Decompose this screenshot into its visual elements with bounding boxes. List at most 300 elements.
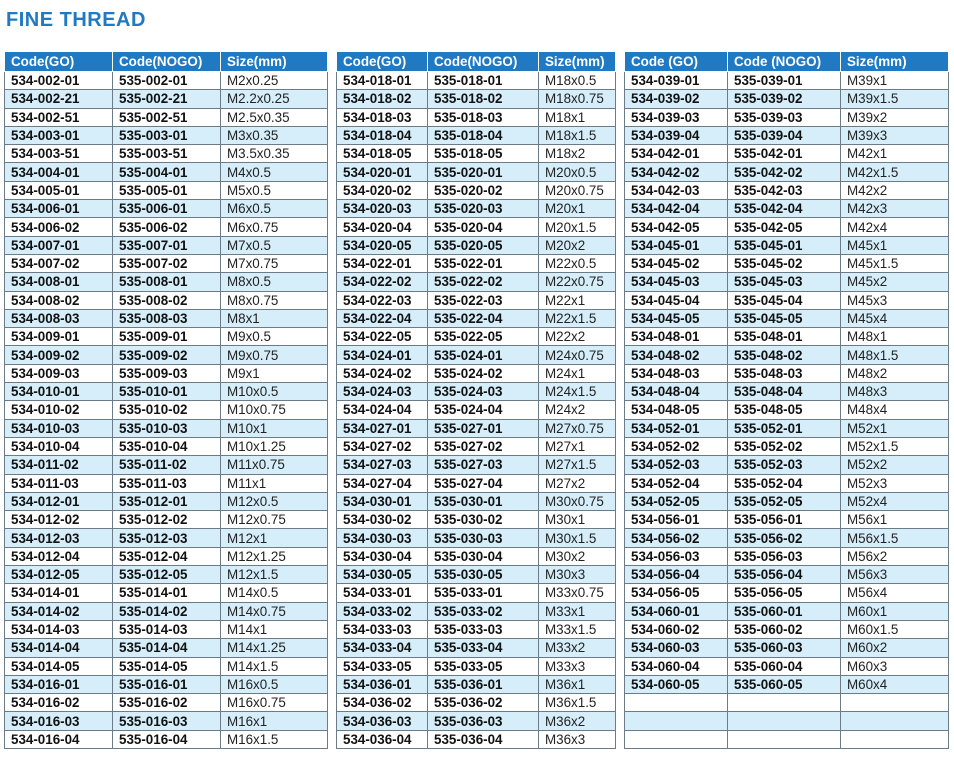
thread-table-1: [4, 51, 328, 749]
size-cell: M14x1: [221, 620, 328, 638]
code-go-cell: 534-039-04: [625, 126, 728, 144]
table-row: [337, 602, 616, 620]
table-row: [5, 492, 328, 510]
table-row: [337, 254, 616, 272]
size-cell: M36x1.5: [539, 694, 616, 712]
size-cell: M45x1: [841, 236, 949, 254]
size-cell: M48x4: [841, 401, 949, 419]
code-nogo-cell: 535-018-03: [428, 108, 539, 126]
code-nogo-cell: 535-033-02: [428, 602, 539, 620]
code-go-cell: 534-033-03: [337, 620, 428, 638]
code-go-cell: 534-042-05: [625, 218, 728, 236]
table-row: [625, 639, 949, 657]
code-go-cell: 534-030-05: [337, 566, 428, 584]
code-nogo-cell: 535-014-02: [113, 602, 221, 620]
table-row: [625, 72, 949, 90]
size-cell: M22x1.5: [539, 309, 616, 327]
code-nogo-cell: 535-045-04: [728, 291, 841, 309]
code-nogo-cell: 535-020-05: [428, 236, 539, 254]
table-row: [337, 309, 616, 327]
code-go-cell: 534-014-01: [5, 584, 113, 602]
table-row: [5, 181, 328, 199]
code-nogo-cell: 535-010-01: [113, 383, 221, 401]
code-go-cell: 534-002-51: [5, 108, 113, 126]
code-nogo-cell: 535-020-01: [428, 163, 539, 181]
size-cell: M39x1.5: [841, 90, 949, 108]
code-nogo-cell: 535-036-02: [428, 694, 539, 712]
size-cell: M60x1: [841, 602, 949, 620]
code-go-cell: 534-020-02: [337, 181, 428, 199]
code-go-cell: 534-024-02: [337, 364, 428, 382]
table-row: [337, 126, 616, 144]
code-go-cell: 534-027-02: [337, 437, 428, 455]
table-row: [625, 181, 949, 199]
table-row: [5, 346, 328, 364]
size-cell: M24x2: [539, 401, 616, 419]
code-go-cell: 534-042-01: [625, 145, 728, 163]
code-go-cell: 534-010-04: [5, 437, 113, 455]
size-cell: M56x4: [841, 584, 949, 602]
code-go-cell: 534-020-03: [337, 200, 428, 218]
code-go-cell: 534-048-02: [625, 346, 728, 364]
code-go-cell: 534-027-04: [337, 474, 428, 492]
code-go-cell: 534-024-04: [337, 401, 428, 419]
table-row: [625, 291, 949, 309]
code-go-cell: 534-033-04: [337, 639, 428, 657]
size-cell: M14x1.5: [221, 657, 328, 675]
table-row: [337, 492, 616, 510]
size-cell: M27x2: [539, 474, 616, 492]
code-nogo-cell: 535-012-04: [113, 547, 221, 565]
code-nogo-cell: 535-056-01: [728, 511, 841, 529]
code-nogo-cell: 535-052-03: [728, 456, 841, 474]
code-go-cell: 534-020-05: [337, 236, 428, 254]
size-cell: M14x0.5: [221, 584, 328, 602]
table-row: [337, 90, 616, 108]
code-nogo-cell: 535-020-04: [428, 218, 539, 236]
code-go-cell: 534-045-01: [625, 236, 728, 254]
code-go-cell: 534-033-01: [337, 584, 428, 602]
code-go-cell: 534-056-05: [625, 584, 728, 602]
thread-table-3: [624, 51, 949, 749]
code-go-cell: [625, 712, 728, 730]
code-go-cell: 534-060-02: [625, 620, 728, 638]
table-row: [5, 72, 328, 90]
table-row: [5, 364, 328, 382]
table-row: [337, 474, 616, 492]
size-cell: M42x3: [841, 200, 949, 218]
size-cell: M2.5x0.35: [221, 108, 328, 126]
size-cell: M30x2: [539, 547, 616, 565]
code-nogo-cell: 535-009-03: [113, 364, 221, 382]
code-nogo-cell: [728, 730, 841, 748]
table-row: [625, 474, 949, 492]
size-cell: M42x2: [841, 181, 949, 199]
code-nogo-cell: 535-027-04: [428, 474, 539, 492]
code-nogo-cell: 535-009-01: [113, 328, 221, 346]
code-nogo-cell: 535-006-01: [113, 200, 221, 218]
size-cell: M42x1.5: [841, 163, 949, 181]
code-nogo-cell: 535-030-04: [428, 547, 539, 565]
size-cell: M16x1: [221, 712, 328, 730]
code-nogo-cell: 535-033-01: [428, 584, 539, 602]
size-cell: M56x3: [841, 566, 949, 584]
table-row: [625, 511, 949, 529]
size-cell: M2x0.25: [221, 72, 328, 90]
size-cell: M33x1.5: [539, 620, 616, 638]
table-row: [625, 419, 949, 437]
size-cell: M22x1: [539, 291, 616, 309]
code-nogo-cell: 535-024-04: [428, 401, 539, 419]
table-row: [5, 419, 328, 437]
table-row: [5, 675, 328, 693]
code-go-cell: 534-014-03: [5, 620, 113, 638]
code-nogo-cell: 535-010-04: [113, 437, 221, 455]
table-row: [337, 364, 616, 382]
code-nogo-cell: 535-033-04: [428, 639, 539, 657]
table-row: [625, 675, 949, 693]
code-go-cell: 534-022-04: [337, 309, 428, 327]
code-go-cell: 534-039-03: [625, 108, 728, 126]
code-go-cell: 534-052-02: [625, 437, 728, 455]
table-row: [337, 547, 616, 565]
table-row: [5, 620, 328, 638]
code-nogo-cell: 535-060-01: [728, 602, 841, 620]
size-cell: M3x0.35: [221, 126, 328, 144]
code-go-cell: 534-016-03: [5, 712, 113, 730]
table-row: [5, 639, 328, 657]
code-nogo-cell: 535-056-03: [728, 547, 841, 565]
table-row: [337, 401, 616, 419]
code-nogo-cell: 535-030-02: [428, 511, 539, 529]
table-row: [337, 620, 616, 638]
size-cell: M5x0.5: [221, 181, 328, 199]
size-cell: M8x0.75: [221, 291, 328, 309]
code-go-cell: 534-010-02: [5, 401, 113, 419]
code-go-cell: 534-003-01: [5, 126, 113, 144]
code-nogo-cell: 535-008-01: [113, 273, 221, 291]
table-row: [625, 712, 949, 730]
size-cell: M36x2: [539, 712, 616, 730]
size-cell: M22x2: [539, 328, 616, 346]
code-go-cell: 534-052-01: [625, 419, 728, 437]
size-cell: M4x0.5: [221, 163, 328, 181]
code-nogo-cell: 535-009-02: [113, 346, 221, 364]
code-nogo-cell: 535-024-03: [428, 383, 539, 401]
table-row: [5, 584, 328, 602]
code-nogo-cell: [728, 694, 841, 712]
size-cell: M20x1: [539, 200, 616, 218]
size-cell: M8x1: [221, 309, 328, 327]
size-cell: M14x1.25: [221, 639, 328, 657]
code-nogo-cell: 535-012-02: [113, 511, 221, 529]
code-nogo-cell: 535-060-04: [728, 657, 841, 675]
code-go-cell: 534-060-01: [625, 602, 728, 620]
table-row: [337, 566, 616, 584]
code-nogo-cell: 535-003-51: [113, 145, 221, 163]
code-go-cell: 534-014-04: [5, 639, 113, 657]
code-go-cell: 534-030-01: [337, 492, 428, 510]
header-size: Size(mm): [539, 52, 616, 72]
code-nogo-cell: 535-060-05: [728, 675, 841, 693]
size-cell: M10x1.25: [221, 437, 328, 455]
table-row: [5, 200, 328, 218]
code-go-cell: 534-052-05: [625, 492, 728, 510]
size-cell: M30x1: [539, 511, 616, 529]
code-nogo-cell: 535-036-03: [428, 712, 539, 730]
code-go-cell: 534-060-04: [625, 657, 728, 675]
size-cell: M33x1: [539, 602, 616, 620]
table-row: [625, 456, 949, 474]
code-nogo-cell: 535-012-03: [113, 529, 221, 547]
code-go-cell: 534-030-03: [337, 529, 428, 547]
table-row: [5, 547, 328, 565]
code-go-cell: 534-056-04: [625, 566, 728, 584]
table-row: [337, 694, 616, 712]
code-go-cell: 534-011-02: [5, 456, 113, 474]
size-cell: [841, 712, 949, 730]
table-row: [5, 566, 328, 584]
table-row: [625, 657, 949, 675]
size-cell: M12x1: [221, 529, 328, 547]
size-cell: M9x0.75: [221, 346, 328, 364]
code-go-cell: 534-022-02: [337, 273, 428, 291]
size-cell: M10x0.5: [221, 383, 328, 401]
table-row: [5, 456, 328, 474]
table-row: [5, 474, 328, 492]
size-cell: M48x3: [841, 383, 949, 401]
code-go-cell: 534-048-03: [625, 364, 728, 382]
size-cell: M27x0.75: [539, 419, 616, 437]
code-go-cell: 534-007-02: [5, 254, 113, 272]
size-cell: M22x0.5: [539, 254, 616, 272]
code-go-cell: 534-033-02: [337, 602, 428, 620]
size-cell: M48x1.5: [841, 346, 949, 364]
size-cell: M45x2: [841, 273, 949, 291]
code-nogo-cell: 535-024-01: [428, 346, 539, 364]
code-nogo-cell: 535-048-05: [728, 401, 841, 419]
code-nogo-cell: [728, 712, 841, 730]
code-go-cell: 534-022-03: [337, 291, 428, 309]
code-go-cell: 534-004-01: [5, 163, 113, 181]
code-go-cell: 534-006-01: [5, 200, 113, 218]
size-cell: M20x1.5: [539, 218, 616, 236]
size-cell: M48x2: [841, 364, 949, 382]
code-go-cell: 534-008-03: [5, 309, 113, 327]
code-go-cell: 534-003-51: [5, 145, 113, 163]
size-cell: M6x0.75: [221, 218, 328, 236]
code-nogo-cell: 535-014-05: [113, 657, 221, 675]
size-cell: M36x1: [539, 675, 616, 693]
table-row: [337, 383, 616, 401]
size-cell: M18x1: [539, 108, 616, 126]
table-row: [625, 437, 949, 455]
code-go-cell: 534-009-02: [5, 346, 113, 364]
table-row: [337, 273, 616, 291]
table-row: [625, 529, 949, 547]
table-row: [5, 90, 328, 108]
size-cell: M39x1: [841, 72, 949, 90]
code-nogo-cell: 535-003-01: [113, 126, 221, 144]
code-nogo-cell: 535-011-02: [113, 456, 221, 474]
size-cell: M16x0.5: [221, 675, 328, 693]
code-nogo-cell: 535-030-01: [428, 492, 539, 510]
size-cell: M27x1.5: [539, 456, 616, 474]
table-row: [5, 145, 328, 163]
table-row: [625, 620, 949, 638]
code-go-cell: 534-045-03: [625, 273, 728, 291]
code-go-cell: 534-036-04: [337, 730, 428, 748]
size-cell: M10x0.75: [221, 401, 328, 419]
table-row: [337, 218, 616, 236]
code-go-cell: 534-014-02: [5, 602, 113, 620]
size-cell: M12x0.5: [221, 492, 328, 510]
size-cell: M52x1: [841, 419, 949, 437]
size-cell: M60x4: [841, 675, 949, 693]
code-go-cell: 534-009-03: [5, 364, 113, 382]
table-header-row: [337, 52, 616, 72]
table-row: [5, 602, 328, 620]
table-row: [5, 163, 328, 181]
code-go-cell: 534-016-01: [5, 675, 113, 693]
code-go-cell: 534-016-04: [5, 730, 113, 748]
code-nogo-cell: 535-010-02: [113, 401, 221, 419]
code-nogo-cell: 535-002-51: [113, 108, 221, 126]
header-code-go: Code(GO): [5, 52, 113, 72]
code-go-cell: 534-039-01: [625, 72, 728, 90]
size-cell: M30x3: [539, 566, 616, 584]
size-cell: M20x2: [539, 236, 616, 254]
code-nogo-cell: 535-042-05: [728, 218, 841, 236]
code-nogo-cell: 535-020-02: [428, 181, 539, 199]
size-cell: M20x0.75: [539, 181, 616, 199]
code-nogo-cell: 535-016-04: [113, 730, 221, 748]
table-row: [337, 437, 616, 455]
code-nogo-cell: 535-039-03: [728, 108, 841, 126]
size-cell: M36x3: [539, 730, 616, 748]
code-nogo-cell: 535-018-01: [428, 72, 539, 90]
code-nogo-cell: 535-042-04: [728, 200, 841, 218]
table-row: [625, 273, 949, 291]
size-cell: M33x3: [539, 657, 616, 675]
code-nogo-cell: 535-005-01: [113, 181, 221, 199]
size-cell: M45x1.5: [841, 254, 949, 272]
code-go-cell: 534-048-04: [625, 383, 728, 401]
size-cell: M12x1.5: [221, 566, 328, 584]
code-go-cell: [625, 730, 728, 748]
code-go-cell: 534-011-03: [5, 474, 113, 492]
size-cell: M9x0.5: [221, 328, 328, 346]
code-nogo-cell: 535-016-03: [113, 712, 221, 730]
table-row: [625, 364, 949, 382]
size-cell: M45x3: [841, 291, 949, 309]
code-go-cell: 534-022-01: [337, 254, 428, 272]
code-go-cell: 534-009-01: [5, 328, 113, 346]
page-title: FINE THREAD: [6, 9, 146, 31]
size-cell: M8x0.5: [221, 273, 328, 291]
table-row: [337, 529, 616, 547]
code-nogo-cell: 535-048-01: [728, 328, 841, 346]
size-cell: M2.2x0.25: [221, 90, 328, 108]
table-row: [5, 712, 328, 730]
size-cell: M60x1.5: [841, 620, 949, 638]
code-go-cell: 534-045-05: [625, 309, 728, 327]
header-code-nogo: Code(NOGO): [428, 52, 539, 72]
code-go-cell: 534-039-02: [625, 90, 728, 108]
table-row: [625, 694, 949, 712]
size-cell: [841, 730, 949, 748]
size-cell: M12x0.75: [221, 511, 328, 529]
table-row: [625, 602, 949, 620]
table-row: [625, 346, 949, 364]
size-cell: M33x2: [539, 639, 616, 657]
code-nogo-cell: 535-056-02: [728, 529, 841, 547]
code-nogo-cell: 535-045-05: [728, 309, 841, 327]
code-go-cell: 534-014-05: [5, 657, 113, 675]
code-nogo-cell: 535-039-02: [728, 90, 841, 108]
code-go-cell: 534-048-01: [625, 328, 728, 346]
code-go-cell: 534-042-04: [625, 200, 728, 218]
code-go-cell: 534-002-21: [5, 90, 113, 108]
code-nogo-cell: 535-045-02: [728, 254, 841, 272]
code-nogo-cell: 535-045-01: [728, 236, 841, 254]
size-cell: M18x2: [539, 145, 616, 163]
code-go-cell: 534-012-05: [5, 566, 113, 584]
size-cell: M10x1: [221, 419, 328, 437]
table-row: [5, 108, 328, 126]
code-go-cell: 534-018-02: [337, 90, 428, 108]
code-go-cell: 534-018-04: [337, 126, 428, 144]
code-go-cell: 534-016-02: [5, 694, 113, 712]
size-cell: M33x0.75: [539, 584, 616, 602]
size-cell: M18x0.5: [539, 72, 616, 90]
code-go-cell: 534-030-02: [337, 511, 428, 529]
code-go-cell: 534-002-01: [5, 72, 113, 90]
table-row: [625, 163, 949, 181]
code-nogo-cell: 535-014-03: [113, 620, 221, 638]
code-nogo-cell: 535-048-02: [728, 346, 841, 364]
size-cell: M56x1: [841, 511, 949, 529]
code-go-cell: 534-010-03: [5, 419, 113, 437]
table-row: [337, 200, 616, 218]
code-nogo-cell: 535-022-01: [428, 254, 539, 272]
header-code-go: Code (GO): [625, 52, 728, 72]
table-row: [337, 346, 616, 364]
code-nogo-cell: 535-018-04: [428, 126, 539, 144]
code-go-cell: 534-060-03: [625, 639, 728, 657]
table-header-row: [5, 52, 328, 72]
table-row: [337, 163, 616, 181]
code-nogo-cell: 535-008-03: [113, 309, 221, 327]
size-cell: M30x1.5: [539, 529, 616, 547]
code-go-cell: 534-005-01: [5, 181, 113, 199]
table-row: [625, 492, 949, 510]
code-nogo-cell: 535-048-03: [728, 364, 841, 382]
table-row: [337, 456, 616, 474]
code-nogo-cell: 535-056-05: [728, 584, 841, 602]
size-cell: M39x3: [841, 126, 949, 144]
code-go-cell: 534-060-05: [625, 675, 728, 693]
code-nogo-cell: 535-012-01: [113, 492, 221, 510]
size-cell: M7x0.75: [221, 254, 328, 272]
code-go-cell: 534-024-01: [337, 346, 428, 364]
size-cell: M56x1.5: [841, 529, 949, 547]
table-row: [5, 529, 328, 547]
code-nogo-cell: 535-042-01: [728, 145, 841, 163]
code-nogo-cell: 535-014-04: [113, 639, 221, 657]
code-nogo-cell: 535-036-04: [428, 730, 539, 748]
size-cell: M3.5x0.35: [221, 145, 328, 163]
